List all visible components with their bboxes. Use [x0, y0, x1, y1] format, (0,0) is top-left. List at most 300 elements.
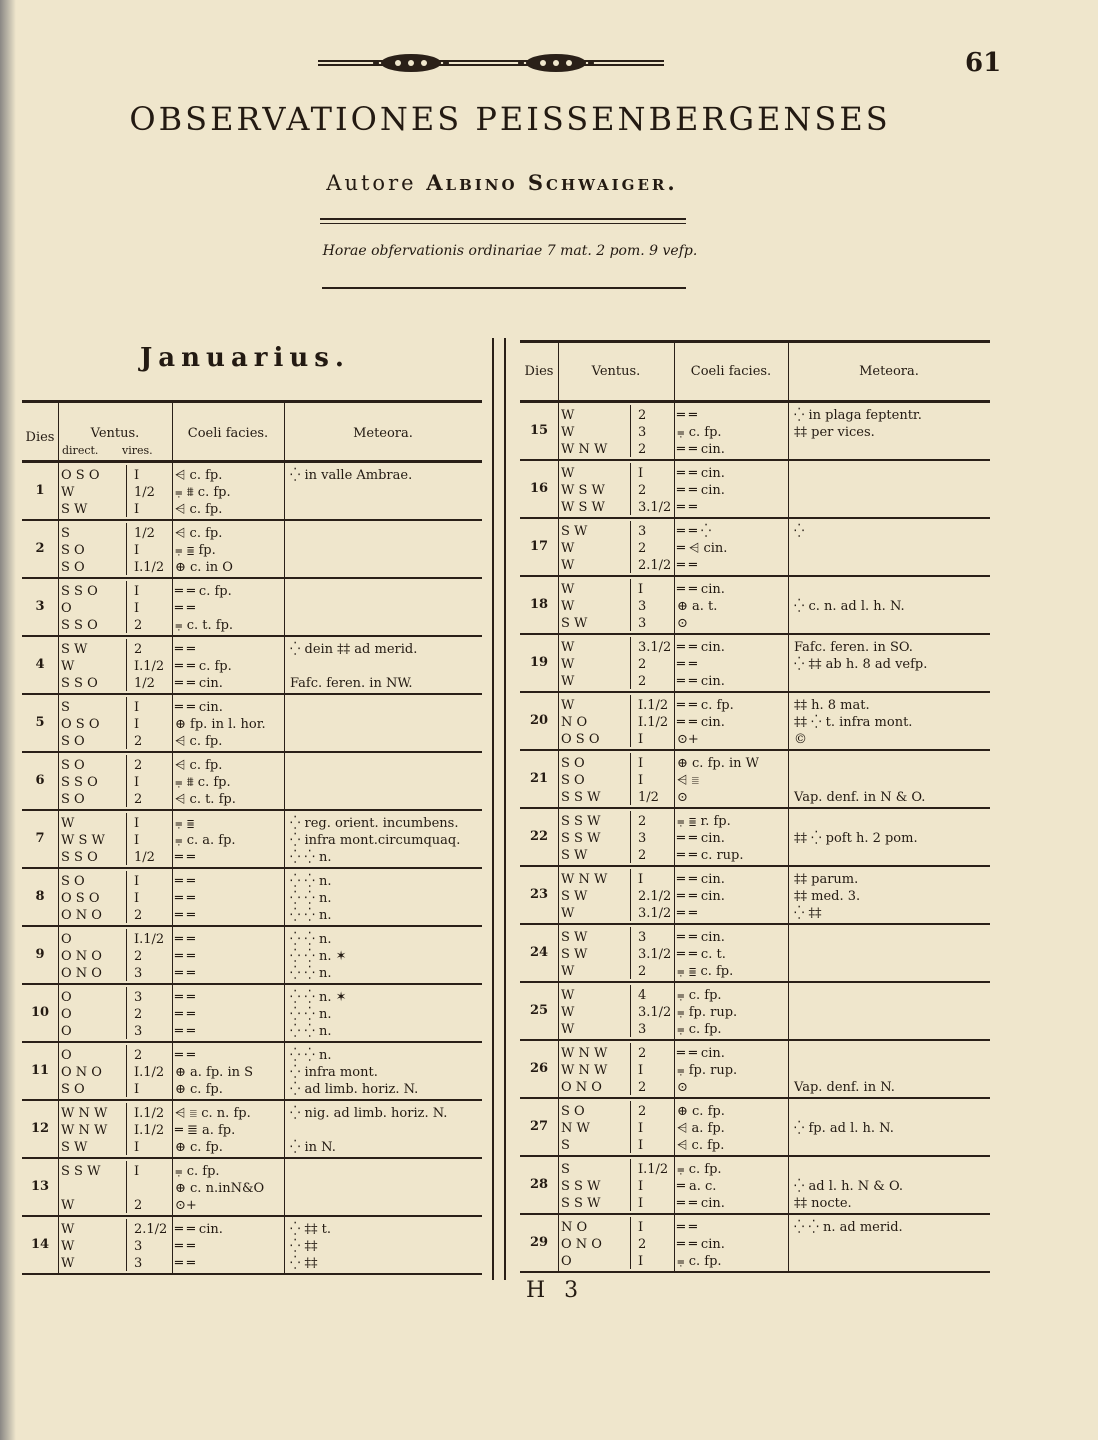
wind-direction: O S O — [61, 891, 100, 906]
sky-condition: ⩦ ⩩ c. fp. — [175, 775, 231, 790]
table-hrule — [22, 1273, 482, 1275]
wind-force: 1/2 — [134, 676, 155, 691]
wind-direction: W — [61, 1222, 75, 1237]
meteora-note: ⁛ fp. ad l. h. N. — [794, 1121, 894, 1136]
page-edge-shadow — [0, 0, 16, 1440]
meteora-note: ⁛ nig. ad limb. horiz. N. — [290, 1106, 448, 1121]
wind-force: I — [134, 1082, 140, 1097]
wind-force: 2 — [638, 1237, 647, 1252]
wind-force: I — [134, 601, 140, 616]
sky-condition: ⩦ ≣ c. fp. — [677, 964, 734, 979]
sky-condition: ⩤ ≣ — [677, 773, 700, 788]
sky-condition: ═ ═ — [677, 906, 697, 921]
wind-force: I.1/2 — [134, 1065, 165, 1080]
sky-condition: ═ ═ c. fp. — [175, 584, 232, 599]
day-number: 24 — [529, 945, 549, 960]
wind-direction: S — [561, 1138, 570, 1153]
author-name: Albino Schwaiger. — [426, 170, 678, 195]
header-meteora: Meteora. — [353, 426, 413, 441]
table-hrule — [520, 1097, 990, 1099]
sky-condition: ⊕ fp. in l. hor. — [175, 717, 266, 732]
wind-direction: S S W — [561, 814, 601, 829]
sky-condition: ═ ═ — [677, 500, 697, 515]
table-hrule — [22, 983, 482, 985]
sky-condition: ⊕ c. fp. — [677, 1104, 725, 1119]
wind-direction: N O — [561, 1220, 588, 1235]
table-vrule — [58, 400, 59, 1275]
wind-force: 3.1/2 — [638, 1005, 672, 1020]
wind-force: I — [134, 775, 140, 790]
meteora-note: ⁛ in N. — [290, 1140, 336, 1155]
day-number: 7 — [35, 831, 45, 846]
wind-direction: W — [61, 1198, 75, 1213]
wind-force: I — [638, 1196, 644, 1211]
wind-direction: O N O — [61, 966, 102, 981]
table-vrule — [630, 405, 631, 457]
wind-force: 2 — [638, 1080, 647, 1095]
wind-direction: S W — [61, 642, 88, 657]
wind-force: I — [638, 1179, 644, 1194]
header-coeli: Coeli facies. — [187, 426, 269, 441]
sky-condition: ═ ═ c. t. — [677, 947, 726, 962]
table-hrule — [520, 1039, 990, 1041]
wind-direction: W — [61, 1239, 75, 1254]
wind-force: 2 — [638, 1104, 647, 1119]
day-number: 28 — [529, 1177, 549, 1192]
wind-direction: W N W — [561, 1046, 608, 1061]
wind-force: 2 — [638, 483, 647, 498]
wind-direction: W — [561, 964, 575, 979]
wind-direction: W — [561, 1022, 575, 1037]
wind-force: 1/2 — [134, 526, 155, 541]
table-vrule — [630, 985, 631, 1037]
meteora-note: ⁛ ⁛ n. — [290, 1024, 332, 1039]
wind-force: 1/2 — [134, 850, 155, 865]
meteora-note: ⁛ ⁛ n. — [290, 1048, 332, 1063]
wind-direction: W N W — [61, 1106, 108, 1121]
day-number: 13 — [30, 1179, 50, 1194]
header-dies: Dies — [25, 430, 55, 445]
sky-condition: ⊕ c. fp. — [175, 1082, 223, 1097]
table-hrule — [520, 575, 990, 577]
column-divider — [492, 338, 506, 1280]
wind-force: I.1/2 — [638, 698, 669, 713]
wind-force: I — [134, 833, 140, 848]
wind-force: 3 — [134, 1239, 143, 1254]
wind-force: I.1/2 — [134, 659, 165, 674]
page-title: OBSERVATIONES PEISSENBERGENSES — [129, 100, 891, 138]
wind-direction: W — [561, 466, 575, 481]
wind-force: 1/2 — [134, 485, 155, 500]
meteora-note: ⁛ — [794, 524, 805, 539]
wind-force: I — [134, 543, 140, 558]
header-ventus: Ventus. — [90, 426, 140, 441]
wind-direction: O S O — [561, 732, 600, 747]
wind-direction: W — [561, 558, 575, 573]
wind-direction: W — [61, 659, 75, 674]
wind-force: I.1/2 — [638, 715, 669, 730]
day-number: 18 — [529, 597, 549, 612]
sky-condition: ═ ═ cin. — [677, 640, 725, 655]
wind-direction: W — [561, 425, 575, 440]
wind-direction: O — [561, 1254, 572, 1269]
table-vrule — [126, 813, 127, 865]
meteora-note: ⁛ dein ‡‡ ad merid. — [290, 642, 418, 657]
table-vrule — [630, 811, 631, 863]
sky-condition: ⩦ ≣ — [175, 816, 195, 831]
wind-direction: W — [561, 657, 575, 672]
wind-force: I — [134, 584, 140, 599]
table-hrule — [520, 400, 990, 403]
wind-direction: S O — [561, 756, 585, 771]
table-hrule — [520, 981, 990, 983]
sky-condition: ═ ═ cin. — [677, 889, 725, 904]
sky-condition: ⩤ c. fp. — [175, 526, 223, 541]
meteora-note: Vap. denf. in N & O. — [794, 790, 926, 805]
wind-direction: S S O — [61, 618, 98, 633]
sky-condition: ⩦ ≣ fp. — [175, 543, 216, 558]
wind-direction: W — [61, 1256, 75, 1271]
sky-condition: ⩦ c. fp. — [677, 1254, 722, 1269]
table-hrule — [520, 340, 990, 343]
wind-force: 3.1/2 — [638, 906, 672, 921]
meteora-note: ‡‡ h. 8 mat. — [794, 698, 870, 713]
wind-direction: O — [61, 990, 72, 1005]
wind-force: I — [134, 891, 140, 906]
wind-force: 3.1/2 — [638, 500, 672, 515]
wind-direction: W — [561, 599, 575, 614]
sky-condition: ⊙ — [677, 790, 688, 805]
wind-direction: O N O — [561, 1237, 602, 1252]
wind-direction: S O — [61, 560, 85, 575]
wind-direction: S S W — [561, 790, 601, 805]
meteora-note: ⁛ ⁛ n. — [290, 850, 332, 865]
meteora-note: ⁛ ⁛ n. — [290, 966, 332, 981]
table-hrule — [520, 633, 990, 635]
header-direct: direct. — [62, 444, 99, 457]
wind-direction: O N O — [61, 1065, 102, 1080]
day-number: 21 — [529, 771, 549, 786]
meteora-note: ⁛ in plaga feptentr. — [794, 408, 922, 423]
meteora-note: ⁛ ⁛ n. ✶ — [290, 990, 347, 1005]
wind-force: I — [638, 773, 644, 788]
meteora-note: ⁛ ⁛ n. — [290, 874, 332, 889]
wind-direction: N O — [561, 715, 588, 730]
sky-condition: ⩤ c. fp. — [175, 502, 223, 517]
header-ornament — [316, 52, 666, 74]
meteora-note: Fafc. feren. in NW. — [290, 676, 413, 691]
sky-condition: ═ ═ cin. — [677, 1196, 725, 1211]
wind-direction: W S W — [61, 833, 105, 848]
sky-condition: ═ ═ — [175, 949, 195, 964]
wind-direction: W — [61, 816, 75, 831]
day-number: 6 — [35, 773, 45, 788]
table-vrule — [630, 695, 631, 747]
meteora-note: ⁛ ‡‡ t. — [290, 1222, 331, 1237]
table-hrule — [22, 1215, 482, 1217]
wind-direction: S O — [61, 543, 85, 558]
table-vrule — [126, 929, 127, 981]
day-number: 9 — [35, 947, 45, 962]
wind-direction: S O — [61, 792, 85, 807]
meteora-note: ⁛ ‡‡ ab h. 8 ad vefp. — [794, 657, 928, 672]
wind-force: 2 — [638, 814, 647, 829]
meteora-note: ⁛ in valle Ambrae. — [290, 468, 413, 483]
sky-condition: ═ ═ cin. — [677, 442, 725, 457]
wind-direction: S S W — [61, 1164, 101, 1179]
table-hrule — [520, 517, 990, 519]
meteora-note: © — [794, 732, 807, 747]
day-number: 29 — [529, 1235, 549, 1250]
wind-force: 3 — [638, 831, 647, 846]
day-number: 3 — [35, 599, 45, 614]
wind-direction: S O — [561, 1104, 585, 1119]
day-number: 5 — [35, 715, 45, 730]
wind-force: I.1/2 — [134, 1123, 165, 1138]
wind-direction: S O — [61, 874, 85, 889]
wind-direction: W — [561, 906, 575, 921]
table-vrule — [630, 1159, 631, 1211]
meteora-note: ⁛ infra mont. — [290, 1065, 378, 1080]
wind-direction: S W — [561, 848, 588, 863]
wind-direction: W S W — [561, 500, 605, 515]
day-number: 10 — [30, 1005, 50, 1020]
table-vrule — [126, 755, 127, 807]
wind-direction: S O — [61, 758, 85, 773]
meteora-note: ⁛ ⁛ n. — [290, 891, 332, 906]
wind-force: I — [638, 466, 644, 481]
sky-condition: ═ ⩤ cin. — [677, 541, 728, 556]
wind-direction: S S O — [61, 584, 98, 599]
wind-direction: S O — [61, 734, 85, 749]
wind-force: 2 — [638, 1046, 647, 1061]
sky-condition: ⩤ c. t. fp. — [175, 792, 236, 807]
sky-condition: ⩦ c. a. fp. — [175, 833, 236, 848]
sky-condition: ═ ═ cin. — [677, 715, 725, 730]
sky-condition: ═ ═ — [677, 1220, 697, 1235]
table-hrule — [22, 519, 482, 521]
wind-direction: O — [61, 1007, 72, 1022]
sky-condition: ⊕ a. fp. in S — [175, 1065, 254, 1080]
sky-condition: ⩤ c. fp. — [175, 468, 223, 483]
sky-condition: ═ ═ — [175, 908, 195, 923]
wind-force: I — [134, 700, 140, 715]
wind-direction: W — [561, 541, 575, 556]
wind-force: 2 — [134, 734, 143, 749]
wind-direction: N W — [561, 1121, 590, 1136]
day-number: 8 — [35, 889, 45, 904]
wind-force: I — [638, 872, 644, 887]
sky-condition: ═ ═ — [175, 1048, 195, 1063]
table-vrule — [630, 1217, 631, 1269]
day-number: 16 — [529, 481, 549, 496]
sky-condition: ⊙+ — [677, 732, 699, 747]
sky-condition: ⩦ c. t. fp. — [175, 618, 234, 633]
meteora-note: ⁛ c. n. ad l. h. N. — [794, 599, 905, 614]
table-hrule — [22, 1099, 482, 1101]
sky-condition: ═ ═ cin. — [677, 674, 725, 689]
sky-condition: ═ ═ — [175, 601, 195, 616]
author-line — [0, 170, 1004, 195]
meteora-note: ⁛ ad limb. horiz. N. — [290, 1082, 419, 1097]
wind-force: I.1/2 — [134, 932, 165, 947]
wind-force: I — [134, 816, 140, 831]
sky-condition: ⩤ c. fp. — [677, 1138, 725, 1153]
sky-condition: ═ ═ c. fp. — [175, 659, 232, 674]
sky-condition: ⩤ c. fp. — [175, 734, 223, 749]
table-vrule — [284, 400, 285, 1275]
table-vrule — [126, 523, 127, 575]
header-meteora: Meteora. — [859, 364, 919, 379]
sky-condition: ⊕ c. n.inN&O — [175, 1181, 265, 1196]
table-vrule — [126, 1161, 127, 1213]
wind-force: 2 — [134, 1048, 143, 1063]
table-vrule — [126, 465, 127, 517]
day-number: 1 — [35, 483, 45, 498]
sky-condition: ═ ═ — [175, 850, 195, 865]
table-hrule — [520, 807, 990, 809]
sky-condition: ⩦ c. fp. — [677, 425, 722, 440]
wind-force: I — [134, 1140, 140, 1155]
wind-force: 2 — [134, 642, 143, 657]
table-vrule — [630, 753, 631, 805]
right-observation-table — [520, 340, 990, 1280]
sky-condition: ⩦ ⩩ c. fp. — [175, 485, 231, 500]
sky-condition: ═ ═ — [175, 932, 195, 947]
wind-force: I.1/2 — [638, 1162, 669, 1177]
sky-condition: ═ ═ cin. — [175, 1222, 223, 1237]
sky-condition: ⩦ fp. rup. — [677, 1005, 738, 1020]
wind-direction: S — [61, 700, 70, 715]
sky-condition: ⩦ c. fp. — [175, 1164, 220, 1179]
wind-direction: S S W — [561, 831, 601, 846]
sky-condition: ⊙ — [677, 1080, 688, 1095]
meteora-note: ⁛ infra mont.circumquaq. — [290, 833, 461, 848]
sky-condition: ═ ═ cin. — [677, 483, 725, 498]
sky-condition: ═ a. c. — [677, 1179, 717, 1194]
wind-force: I — [134, 468, 140, 483]
sky-condition: ═ ═ — [175, 874, 195, 889]
wind-direction: S S O — [61, 850, 98, 865]
header-ventus: Ventus. — [591, 364, 641, 379]
table-vrule — [126, 697, 127, 749]
left-observation-table — [22, 400, 482, 1280]
rule-upper — [320, 218, 686, 220]
day-number: 17 — [529, 539, 549, 554]
table-hrule — [22, 693, 482, 695]
sky-condition: ═ ═ cin. — [677, 1046, 725, 1061]
wind-force: I — [638, 1138, 644, 1153]
wind-direction: W — [561, 1005, 575, 1020]
sky-condition: ⊕ a. t. — [677, 599, 718, 614]
wind-force: 2.1/2 — [638, 558, 672, 573]
wind-force: 3 — [134, 990, 143, 1005]
sky-condition: ═ ═ cin. — [175, 700, 223, 715]
wind-force: 2 — [638, 408, 647, 423]
sky-condition: ⊕ c. fp. in W — [677, 756, 759, 771]
wind-direction: O — [61, 1048, 72, 1063]
sky-condition: ═ ═ — [677, 408, 697, 423]
table-vrule — [630, 579, 631, 631]
meteora-note: ‡‡ ⁛ poft h. 2 pom. — [794, 831, 918, 846]
sky-condition: ⩦ c. fp. — [677, 988, 722, 1003]
sky-condition: ═ ═ — [175, 891, 195, 906]
day-number: 23 — [529, 887, 549, 902]
day-number: 27 — [529, 1119, 549, 1134]
table-vrule — [126, 581, 127, 633]
sky-condition: ⊕ c. in O — [175, 560, 233, 575]
month-title: Januarius. — [140, 343, 350, 373]
wind-force: I — [134, 502, 140, 517]
meteora-note: Fafc. feren. in SO. — [794, 640, 913, 655]
wind-direction: O — [61, 932, 72, 947]
wind-direction: S W — [561, 524, 588, 539]
sky-condition: ⩦ fp. rup. — [677, 1063, 738, 1078]
wind-direction: O N O — [61, 908, 102, 923]
wind-direction: S W — [561, 947, 588, 962]
day-number: 15 — [529, 423, 549, 438]
wind-force: 3 — [638, 1022, 647, 1037]
meteora-note: ⁛ ‡‡ — [290, 1256, 318, 1271]
wind-direction: W — [561, 674, 575, 689]
meteora-note: ‡‡ per vices. — [794, 425, 875, 440]
table-vrule — [126, 639, 127, 691]
sky-condition: ═ ═ cin. — [677, 872, 725, 887]
sky-condition: ═ ═ cin. — [677, 466, 725, 481]
sky-condition: ⩤ a. fp. — [677, 1121, 725, 1136]
wind-force: 1/2 — [638, 790, 659, 805]
wind-direction: S W — [561, 930, 588, 945]
wind-direction: S W — [561, 889, 588, 904]
wind-direction: W N W — [561, 442, 608, 457]
meteora-note: ⁛ ⁛ n. — [290, 908, 332, 923]
header-dies: Dies — [524, 364, 554, 379]
wind-force: 2 — [134, 1198, 143, 1213]
meteora-note: ⁛ ⁛ n. — [290, 1007, 332, 1022]
wind-direction: O N O — [561, 1080, 602, 1095]
wind-force: 2 — [638, 674, 647, 689]
meteora-note: ‡‡ parum. — [794, 872, 859, 887]
sky-condition: ═ ═ cin. — [677, 831, 725, 846]
sky-condition: ═ ═ — [175, 1007, 195, 1022]
wind-force: 2 — [134, 908, 143, 923]
table-hrule — [520, 1213, 990, 1215]
wind-force: 2 — [134, 949, 143, 964]
wind-direction: S S O — [61, 775, 98, 790]
day-number: 4 — [35, 657, 45, 672]
wind-direction: S W — [561, 616, 588, 631]
table-hrule — [520, 1271, 990, 1273]
header-vires: vires. — [122, 444, 153, 457]
table-hrule — [22, 867, 482, 869]
table-vrule — [126, 1045, 127, 1097]
sky-condition: ⩦ c. fp. — [677, 1022, 722, 1037]
table-hrule — [22, 635, 482, 637]
wind-direction: W — [561, 582, 575, 597]
signature-mark: H 3 — [526, 1278, 585, 1303]
wind-force: I — [638, 1254, 644, 1269]
wind-force: 2 — [134, 1007, 143, 1022]
sky-condition: ═ ═ — [677, 558, 697, 573]
wind-force: I — [638, 1121, 644, 1136]
sky-condition: ═ ═ — [175, 642, 195, 657]
sky-condition: ⩤ c. fp. — [175, 758, 223, 773]
wind-force: 2 — [638, 541, 647, 556]
wind-force: 3 — [638, 616, 647, 631]
author-prefix: Autore — [326, 171, 417, 195]
wind-direction: S — [561, 1162, 570, 1177]
table-hrule — [22, 809, 482, 811]
